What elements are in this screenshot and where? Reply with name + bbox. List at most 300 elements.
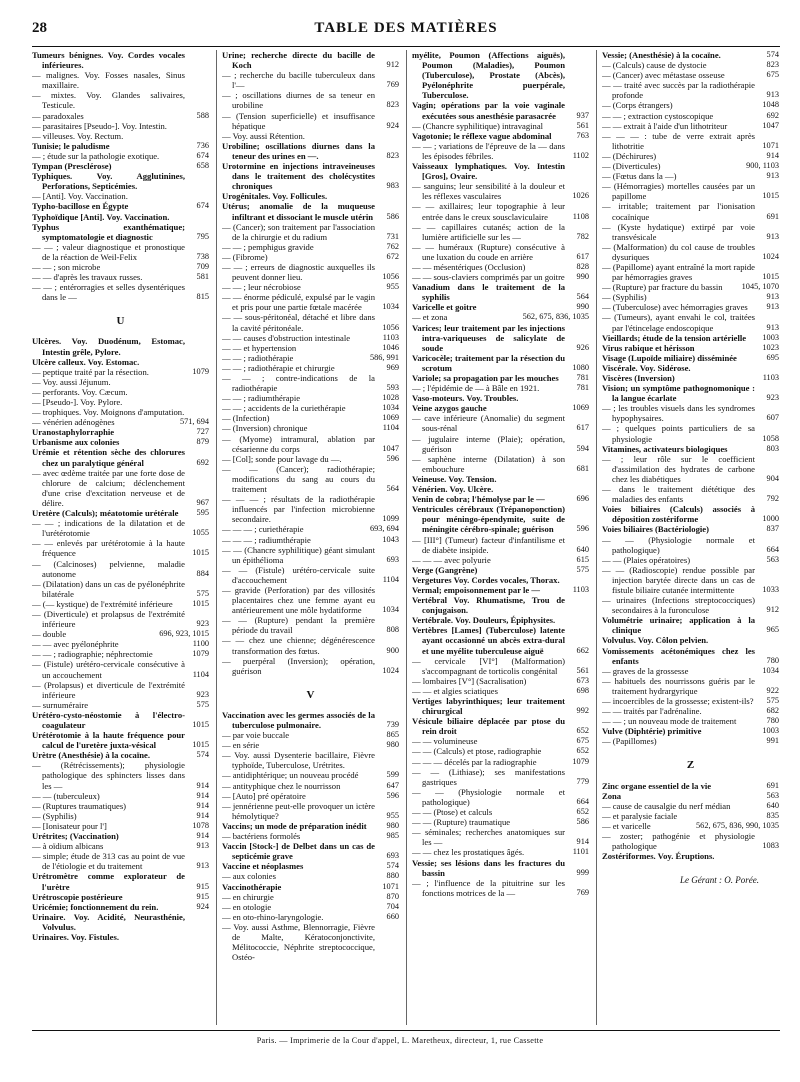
entry-text: Urinaires. Voy. Fistules. <box>32 931 119 942</box>
entry-page-number: 955 <box>386 282 399 292</box>
section-letter: V <box>306 688 315 701</box>
entry-page-number: 574 <box>196 750 209 760</box>
entry-page-number: 795 <box>196 231 209 241</box>
entry-page-number: 1055 <box>192 528 209 538</box>
entry-text: Typhoïdique [Anti]. Voy. Vaccination. <box>32 211 170 222</box>
entry-page-number: 1028 <box>382 393 399 403</box>
entry-text: Tympan (Presclérose) <box>32 161 112 172</box>
entry-text: — — énorme pédiculé, expulsé par le vagin et pris pour une partie fœtale macérée <box>222 292 375 313</box>
entry-text: — (Diverticule) et prolapsus de l'extrémité inférieure <box>32 608 185 630</box>
index-entry <box>602 791 779 801</box>
index-entry <box>602 716 779 726</box>
index-entry <box>412 484 589 494</box>
entry-page-number: 640 <box>766 800 779 810</box>
entry-page-number: 672 <box>386 251 399 261</box>
entry-page-number: 692 <box>196 457 209 467</box>
index-entry <box>412 767 589 787</box>
index-entry <box>32 50 209 70</box>
index-entry <box>412 242 589 262</box>
index-entry <box>412 494 589 504</box>
entry-page-number: 586 <box>576 817 589 827</box>
index-entry <box>222 161 399 191</box>
index-entry <box>222 201 399 221</box>
index-entry <box>602 595 779 615</box>
index-entry <box>222 292 399 312</box>
entry-text: — (Fistule) urétéro-cervicale consécutive à un accouchement <box>32 659 185 680</box>
entry-page-number: 915 <box>196 891 209 901</box>
entry-text: — vénérien adénogènes <box>32 417 115 428</box>
index-entry <box>32 508 209 518</box>
entry-page-number: 922 <box>766 685 779 695</box>
entry-text: Vitamines, activateurs biologiques <box>602 443 728 454</box>
entry-text: Vaccins; un mode de préparation inédit <box>222 820 367 831</box>
entry-page-number: 660 <box>386 911 399 921</box>
index-entry <box>602 383 779 403</box>
index-entry <box>412 302 589 312</box>
entry-page-number: 586 <box>386 211 399 221</box>
entry-text: Uranostaphylorraphie <box>32 427 115 438</box>
entry-page-number: 561 <box>576 665 589 675</box>
column-divider <box>216 50 217 1025</box>
entry-text: — (Fibrome) <box>222 251 268 262</box>
index-entry <box>222 312 399 332</box>
entry-text: — ; leur rôle sur le coefficient d'assimilation des hydrates de carbone chez les diabétiques <box>602 453 755 484</box>
entry-page-number: 990 <box>576 272 589 282</box>
entry-text: Uricémie; fonctionnement du rein. <box>32 901 159 912</box>
entry-text: — — d'après les travaux russes. <box>32 272 143 283</box>
index-entry <box>602 781 779 791</box>
entry-page-number: 1104 <box>382 574 399 584</box>
entry-page-number: 1048 <box>762 100 779 110</box>
entry-page-number: 1103 <box>762 373 779 382</box>
entry-page-number: 693, 694 <box>369 524 399 534</box>
index-entry <box>412 686 589 696</box>
entry-page-number: 1071 <box>762 140 779 150</box>
index-entry <box>32 649 209 659</box>
entry-page-number: 1104 <box>192 669 209 679</box>
index-entry <box>32 242 209 262</box>
entry-page-number: 652 <box>576 726 589 736</box>
index-entry <box>32 680 209 700</box>
index-entry <box>602 262 779 282</box>
entry-page-number: 615 <box>576 554 589 564</box>
entry-page-number: 914 <box>196 800 209 810</box>
index-entry <box>412 434 589 454</box>
entry-page-number: 1079 <box>192 366 209 376</box>
entry-text: Vomissements acétonémiques chez les enfants <box>602 645 755 666</box>
index-entry <box>412 222 589 242</box>
index-entry <box>222 892 399 902</box>
entry-text: Virus rabique et hérisson <box>602 342 695 353</box>
index-entry <box>412 615 589 625</box>
index-entry <box>412 393 589 403</box>
index-entry <box>222 585 399 615</box>
printer-imprint: Paris. — Imprimerie de la Cour d'appel, L. Maretheux, directeur, 1, rue Cassette <box>256 1036 544 1045</box>
entry-text: — à oïdium albicans <box>32 841 104 852</box>
entry-text: — (Rétrécissements); physiologie pathologique des sphincters lisses dans les — <box>32 760 185 791</box>
index-entry <box>32 538 209 558</box>
entry-page-number: 675 <box>766 70 779 80</box>
entry-text: — (Syphilis) <box>602 292 647 303</box>
entry-text: — — capillaires cutanés; action de la lumière artificielle sur les — <box>412 221 565 242</box>
index-entry <box>602 282 779 292</box>
entry-page-number: 991 <box>766 736 779 746</box>
index-entry <box>32 407 209 417</box>
entry-page-number: 561 <box>576 120 589 130</box>
entry-page-number: 1024 <box>762 251 779 261</box>
index-entry <box>222 831 399 841</box>
index-entry <box>602 353 779 363</box>
entry-page-number: 823 <box>386 100 399 110</box>
index-entry <box>32 437 209 447</box>
index-entry <box>412 807 589 817</box>
index-entry <box>32 336 209 356</box>
entry-text: — Voy. aussi Dysenterie bacillaire, Fièvre typhoïde, Tuberculose, Urétrites. <box>222 750 375 771</box>
entry-text: — en chirurgie <box>222 891 274 902</box>
entry-text: — — traité avec succès par la radiothérapie profonde <box>602 80 755 101</box>
entry-text: Urine; recherche directe du bacille de Koch <box>222 50 375 71</box>
entry-text: — sanguins; leur sensibilité à la douleur et les réflexes vasculaires <box>412 181 565 202</box>
entry-text: — (Tuberculose) avec hémorragies graves <box>602 302 748 313</box>
entry-page-number: 674 <box>196 150 209 160</box>
entry-page-number: 617 <box>576 251 589 261</box>
entry-text: — perforants. Voy. Cæcum. <box>32 386 128 397</box>
index-entry <box>222 710 399 730</box>
index-entry <box>32 659 209 679</box>
entry-text: — — et hypertension <box>222 342 297 353</box>
entry-page-number: 1071 <box>382 881 399 891</box>
index-entry <box>32 161 209 171</box>
entry-page-number: 923 <box>766 393 779 403</box>
entry-page-number: 1015 <box>192 598 209 608</box>
entry-page-number: 1102 <box>572 150 589 160</box>
entry-text: — — (Cancer); radiothérapie; modifications du sang au cours du traitement <box>222 463 375 495</box>
entry-text: — (Déchirures) <box>602 150 657 161</box>
index-entry <box>412 787 589 807</box>
entry-page-number: 924 <box>196 901 209 911</box>
entry-page-number: 880 <box>386 871 399 881</box>
index-entry <box>222 90 399 110</box>
index-entry <box>222 393 399 403</box>
entry-text: — (Myome) intramural, ablation par césarienne du corps <box>222 433 375 454</box>
entry-text: — — (Calculs) et ptose, radiographie <box>412 746 542 757</box>
index-entry <box>32 70 209 90</box>
index-entry <box>412 474 589 484</box>
entry-text: — — enlevés par urétérotomie à la haute fréquence <box>32 538 185 559</box>
entry-text: — [Ionisateur pour l'] <box>32 820 107 831</box>
index-entry <box>32 871 209 891</box>
entry-text: — ; l'influence de la pituitrine sur les fonctions motrices de la — <box>412 877 565 898</box>
entry-text: Vertébral Voy. Rhumatisme, Trou de conjugaison. <box>412 595 565 616</box>
entry-page-number: 914 <box>196 780 209 790</box>
entry-page-number: 923 <box>196 689 209 699</box>
entry-page-number: 586, 991 <box>369 352 399 362</box>
entry-text: — (— kystique) de l'extrémité inférieure <box>32 598 173 609</box>
entry-page-number: 870 <box>386 891 399 901</box>
entry-text: Vaso-moteurs. Voy. Troubles. <box>412 393 519 404</box>
index-entry <box>32 892 209 902</box>
entry-page-number: 1047 <box>762 120 779 130</box>
entry-text: — en otologie <box>222 901 272 912</box>
entry-page-number: 691 <box>766 211 779 221</box>
entry-text: Varicelle et goitre <box>412 302 477 313</box>
entry-text: — — (Lithiase); ses manifestations gastriques <box>412 766 565 787</box>
entry-page-number: 913 <box>766 302 779 312</box>
entry-page-number: 913 <box>196 841 209 851</box>
entry-text: — [III°] (Tumeur) facteur d'infantilisme et de diabète insipide. <box>412 534 565 555</box>
entry-text: — — extrait à l'aide d'un lithotriteur <box>602 120 728 131</box>
entry-text: — ; oscillations diurnes de sa teneur en urobiline <box>222 90 375 111</box>
entry-page-number: 913 <box>196 861 209 871</box>
index-entry <box>32 151 209 161</box>
index-column-2 <box>222 50 399 1025</box>
entry-text: Vésicule biliaire déplacée par ptose du rein droit <box>412 716 565 737</box>
entry-text: Vertèbres [Lames] (Tuberculose) latente ayant occasionné un abcès extra-dural et une myélite tuberculeuse aiguë <box>412 625 565 656</box>
entry-text: — — sous-péritonéal, détaché et libre dans la cavité péritonéale. <box>222 312 375 333</box>
index-entry <box>32 579 209 599</box>
entry-text: — — (Plaies opératoires) <box>602 554 691 565</box>
entry-text: — avec œdème traitée par une forte dose de chlorure de calcium; déclenchement d'une crise d'excitation nerveuse et de délire. <box>32 467 185 508</box>
entry-text: — (Cancer) avec métastase osseuse <box>602 70 725 81</box>
entry-page-number: 914 <box>576 837 589 847</box>
index-entry <box>222 740 399 750</box>
entry-page-number: 564 <box>386 484 399 494</box>
entry-page-number: 607 <box>766 413 779 423</box>
entry-text: — — — : tube de verre extrait après lithotritie <box>602 130 755 151</box>
entry-text: — — axillaires; leur topographie à leur entrée dans le creux sousclaviculaire <box>412 201 565 222</box>
entry-page-number: 969 <box>386 362 399 372</box>
entry-text: Urogénitales. Voy. Follicules. <box>222 191 328 202</box>
entry-page-number: 696 <box>576 494 589 504</box>
entry-page-number: 914 <box>196 810 209 820</box>
index-entry <box>222 871 399 881</box>
entry-text: Urétérotomie à la haute fréquence pour calcul de l'uretère juxta-vésical <box>32 730 185 751</box>
index-entry <box>32 831 209 841</box>
entry-text: — (Tumeurs), ayant envahi le col, traitées par l'étincelage endoscopique <box>602 312 755 333</box>
entry-page-number: 900 <box>386 645 399 655</box>
entry-page-number: 1043 <box>382 534 399 544</box>
index-entry <box>222 423 399 433</box>
entry-page-number: 1056 <box>382 272 399 282</box>
entry-text: — séminales; recherches anatomiques sur les — <box>412 827 565 848</box>
index-entry <box>32 201 209 211</box>
entry-text: — cause de causalgie du nerf médian <box>602 800 731 811</box>
entry-text: — (Papillomes) <box>602 736 657 747</box>
entry-text: Viscères (Inversion) <box>602 373 675 383</box>
entry-page-number: 769 <box>576 887 589 897</box>
entry-text: — — huméraux (Rupture) consécutive à une luxation du coude en arrière <box>412 241 565 262</box>
section-letter: Z <box>686 759 695 772</box>
entry-text: — — (tuberculeux) <box>32 790 100 801</box>
entry-page-number: 913 <box>766 322 779 332</box>
entry-page-number: 1015 <box>762 272 779 282</box>
entry-text: Typhus exanthématique; symptomatologie et diagnostic <box>32 221 185 242</box>
entry-page-number: 835 <box>766 810 779 820</box>
entry-text: Vanadium dans le traitement de la syphilis <box>412 282 565 303</box>
entry-page-number: 575 <box>196 699 209 709</box>
entry-text: Utérus; anomalie de la muqueuse infiltrant et dissociant le muscle utérin <box>222 201 375 222</box>
index-entry <box>602 70 779 80</box>
index-entry <box>222 50 399 70</box>
entry-page-number: 914 <box>196 831 209 841</box>
index-entry <box>412 141 589 161</box>
entry-text: — (Dilatation) dans un cas de pyélonéphrite bilatérale <box>32 578 185 599</box>
index-entry <box>222 252 399 262</box>
entry-text: Typho-bacillose en Égypte <box>32 201 129 212</box>
entry-text: — villeuses. Voy. Rectum. <box>32 130 124 141</box>
index-entry <box>32 801 209 811</box>
index-entry <box>222 111 399 131</box>
entry-text: — peptique traité par la résection. <box>32 366 149 377</box>
entry-text: Voies biliaires (Calculs) associés à déposition zostériforme <box>602 504 755 525</box>
entry-text: — — ; extraction cystoscopique <box>602 110 714 121</box>
entry-page-number: 983 <box>386 181 399 191</box>
entry-text: — — avec pyélonéphrite <box>32 639 119 650</box>
entry-text: Vaccine et néoplasmes <box>222 861 304 872</box>
index-entry <box>412 757 589 767</box>
index-entry <box>412 353 589 373</box>
entry-page-number: 1034 <box>762 665 779 675</box>
index-entry <box>32 750 209 760</box>
entry-page-number: 704 <box>386 901 399 911</box>
entry-page-number: 915 <box>196 881 209 891</box>
entry-page-number: 914 <box>196 790 209 800</box>
entry-text: — [Anti]. Voy. Vaccination. <box>32 191 128 202</box>
section-letter: U <box>116 315 125 328</box>
index-entry <box>412 878 589 898</box>
entry-page-number: 779 <box>576 776 589 786</box>
entry-text: — incoercibles de la grossesse; existent-ils? <box>602 696 754 706</box>
entry-page-number: 1003 <box>762 332 779 342</box>
entry-text: — — (Fistule) urétéro-cervicale suite d'accouchement <box>222 564 375 585</box>
index-entry <box>222 343 399 353</box>
entry-page-number: 1101 <box>572 847 589 857</box>
index-entry <box>32 191 209 201</box>
entry-page-number: 1026 <box>572 191 589 201</box>
entry-page-number: 1034 <box>382 302 399 312</box>
entry-page-number: 980 <box>386 740 399 750</box>
index-entry <box>602 555 779 565</box>
index-entry <box>222 403 399 413</box>
index-entry <box>222 656 399 676</box>
index-entry <box>222 454 399 464</box>
index-entry <box>222 821 399 831</box>
index-entry <box>32 121 209 131</box>
entry-text: Ulcères. Voy. Duodénum, Estomac, Intestin grêle, Pylore. <box>32 336 185 357</box>
entry-page-number: 1069 <box>572 403 589 413</box>
index-entry <box>412 454 589 474</box>
entry-text: Ventricules cérébraux (Trépanoponction) pour méningo-épendymite, suite de méningite cérébro-spinale; guérison <box>412 504 565 535</box>
index-entry <box>32 387 209 397</box>
index-entry <box>412 716 589 736</box>
entry-text: Vertiges labyrinthiques; leur traitement chirurgical <box>412 696 565 717</box>
entry-page-number: 1103 <box>572 584 589 594</box>
index-entry <box>222 912 399 922</box>
index-entry <box>32 171 209 191</box>
entry-text: Vessie; (Anesthésie) à la cocaïne. <box>602 50 721 60</box>
entry-page-number: 1000 <box>762 514 779 524</box>
index-entry <box>222 902 399 912</box>
entry-page-number: 1023 <box>762 342 779 352</box>
entry-page-number: 574 <box>766 50 779 59</box>
entry-page-number: 736 <box>196 140 209 150</box>
entry-text: — — (Physiologie normale et pathologique) <box>412 786 565 807</box>
entry-page-number: 781 <box>576 373 589 382</box>
entry-text: — (Prolapsus) et diverticule de l'extrémité inférieure <box>32 679 185 700</box>
index-entry <box>412 696 589 716</box>
index-entry <box>602 100 779 110</box>
entry-page-number: 955 <box>386 810 399 820</box>
entry-text: Vagotonie; le réflexe vague abdominal <box>412 130 552 141</box>
index-entry <box>602 292 779 302</box>
index-entry <box>32 902 209 912</box>
entry-page-number: 792 <box>766 494 779 504</box>
entry-page-number: 1046 <box>382 342 399 352</box>
index-entry <box>222 413 399 423</box>
entry-text: — — (Chancre syphilitique) géant simulant un épithélioma <box>222 544 375 565</box>
entry-page-number: 664 <box>766 544 779 554</box>
entry-text: Vagin; opérations par la voie vaginale exécutées sous anesthésie parasacrée <box>412 100 565 121</box>
entry-page-number: 564 <box>576 292 589 302</box>
index-entry <box>602 302 779 312</box>
entry-text: — ; les troubles visuels dans les syndromes hypophysaires. <box>602 403 755 424</box>
index-entry <box>222 770 399 780</box>
entry-text: — — ; entérorragies et selles dysentériques dans le — <box>32 282 185 303</box>
entry-text: — (Malformation) du col cause de troubles dysuriques <box>602 241 755 262</box>
index-entry <box>32 90 209 110</box>
entry-page-number: 823 <box>766 60 779 70</box>
index-entry <box>32 141 209 151</box>
index-entry <box>412 383 589 393</box>
entry-page-number: 1056 <box>382 322 399 332</box>
entry-text: Verge (Gangrène) <box>412 564 478 575</box>
index-entry <box>602 343 779 353</box>
index-entry <box>602 726 779 736</box>
index-entry <box>602 646 779 666</box>
entry-text: — ; recherche du bacille tuberculeux dans l'— <box>222 70 375 91</box>
entry-text: — — ; radiothérapie et chirurgie <box>222 362 335 373</box>
entry-text: — paradoxales <box>32 110 84 121</box>
entry-page-number: 593 <box>386 383 399 393</box>
entry-page-number: 923 <box>196 619 209 629</box>
entry-text: — en oto-rhino-laryngologie. <box>222 911 324 922</box>
index-entry <box>222 373 399 393</box>
entry-text: — jennérienne peut-elle provoquer un ictère hémolytique? <box>222 800 375 821</box>
index-entry <box>32 559 209 579</box>
entry-text: — — chez une chienne; dégénérescence transformation des fœtus. <box>222 635 375 656</box>
entry-text: — Voy. aussi Rétention. <box>222 130 305 141</box>
entry-text: — dans le traitement diététique des maladies des enfants <box>602 484 755 505</box>
entry-text: — aux colonies <box>222 871 276 882</box>
entry-text: Urétroscopie postérieure <box>32 891 123 902</box>
entry-text: — (Papillome) ayant entraîné la mort rapide par hémorragies graves <box>602 261 755 283</box>
index-entry <box>32 468 209 508</box>
entry-text: — (Diverticules) <box>602 161 661 172</box>
index-entry <box>602 80 779 100</box>
index-entry <box>412 373 589 383</box>
index-entry <box>412 565 589 575</box>
index-entry <box>412 504 589 534</box>
entry-text: Vaisseaux lymphatiques. Voy. Intestin [Gros], Ovaire. <box>412 161 565 182</box>
entry-page-number: 617 <box>576 423 589 433</box>
entry-page-number: 803 <box>766 443 779 453</box>
index-entry <box>602 60 779 70</box>
entry-page-number: 780 <box>766 716 779 726</box>
entry-text: — ; quelques points particuliers de sa physiologie <box>602 423 755 444</box>
index-entry <box>412 595 589 615</box>
index-entry <box>602 242 779 262</box>
entry-page-number: 1015 <box>192 740 209 750</box>
